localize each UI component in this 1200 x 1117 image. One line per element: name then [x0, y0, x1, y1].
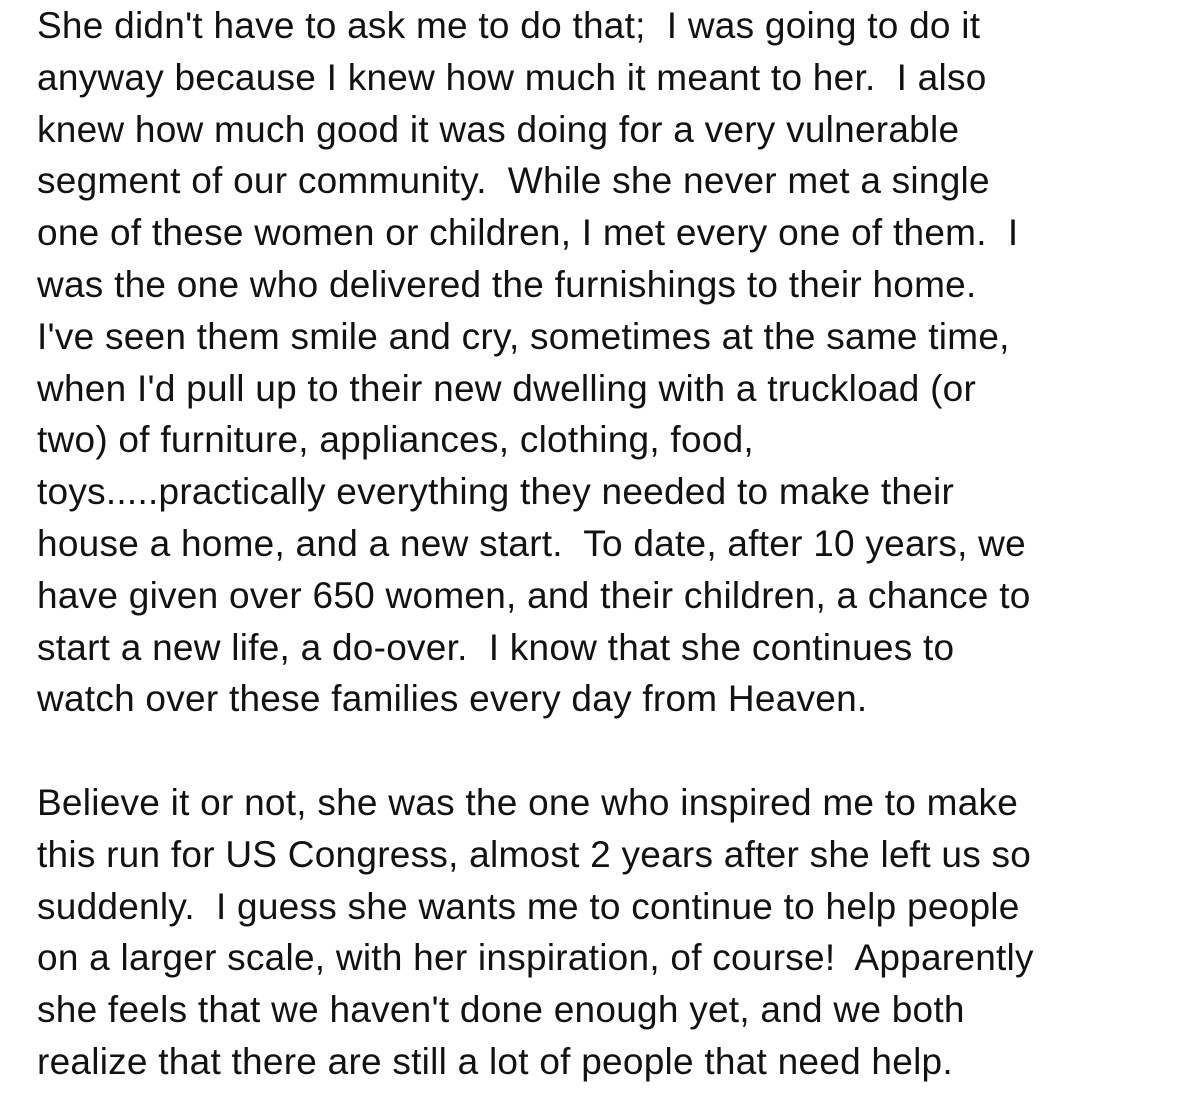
text-line: Believe it or not, she was the one who inspired me to make: [37, 781, 1019, 823]
text-line: have given over 650 women, and their children, a chance to: [37, 574, 1031, 616]
text-line: segment of our community. While she never met a single: [37, 160, 990, 202]
text-line: suddenly. I guess she wants me to continue to help people: [37, 885, 1020, 927]
document-body: [37, 0, 1187, 1088]
text-line: she feels that we haven't done enough yet, and we both: [37, 989, 965, 1031]
text-line: was the one who delivered the furnishings to their home.: [37, 263, 977, 305]
text-line: start a new life, a do-over. I know that she continues to: [37, 626, 955, 668]
text-line: house a home, and a new start. To date, after 10 years, we: [37, 522, 1026, 564]
paragraph-2: [37, 777, 1187, 1088]
text-line: when I'd pull up to their new dwelling with a truckload (or: [37, 367, 977, 409]
text-line: realize that there are still a lot of people that need help.: [37, 1040, 953, 1082]
text-line: I've seen them smile and cry, sometimes at the same time,: [37, 315, 1010, 357]
text-line: anyway because I knew how much it meant to her. I also: [37, 56, 987, 98]
text-line: She didn't have to ask me to do that; I was going to do it: [37, 5, 981, 46]
text-line: toys.....practically everything they needed to make their: [37, 471, 955, 513]
text-line: knew how much good it was doing for a very vulnerable: [37, 108, 960, 150]
text-line: one of these women or children, I met every one of them. I: [37, 212, 1019, 254]
text-line: two) of furniture, appliances, clothing, food,: [37, 419, 754, 461]
paragraph-spacer: [37, 725, 1187, 777]
text-line: watch over these families every day from Heaven.: [37, 678, 868, 720]
text-line: this run for US Congress, almost 2 years after she left us so: [37, 833, 1032, 875]
text-line: on a larger scale, with her inspiration, of course! Apparently: [37, 937, 1034, 979]
paragraph-1: [37, 0, 1187, 725]
